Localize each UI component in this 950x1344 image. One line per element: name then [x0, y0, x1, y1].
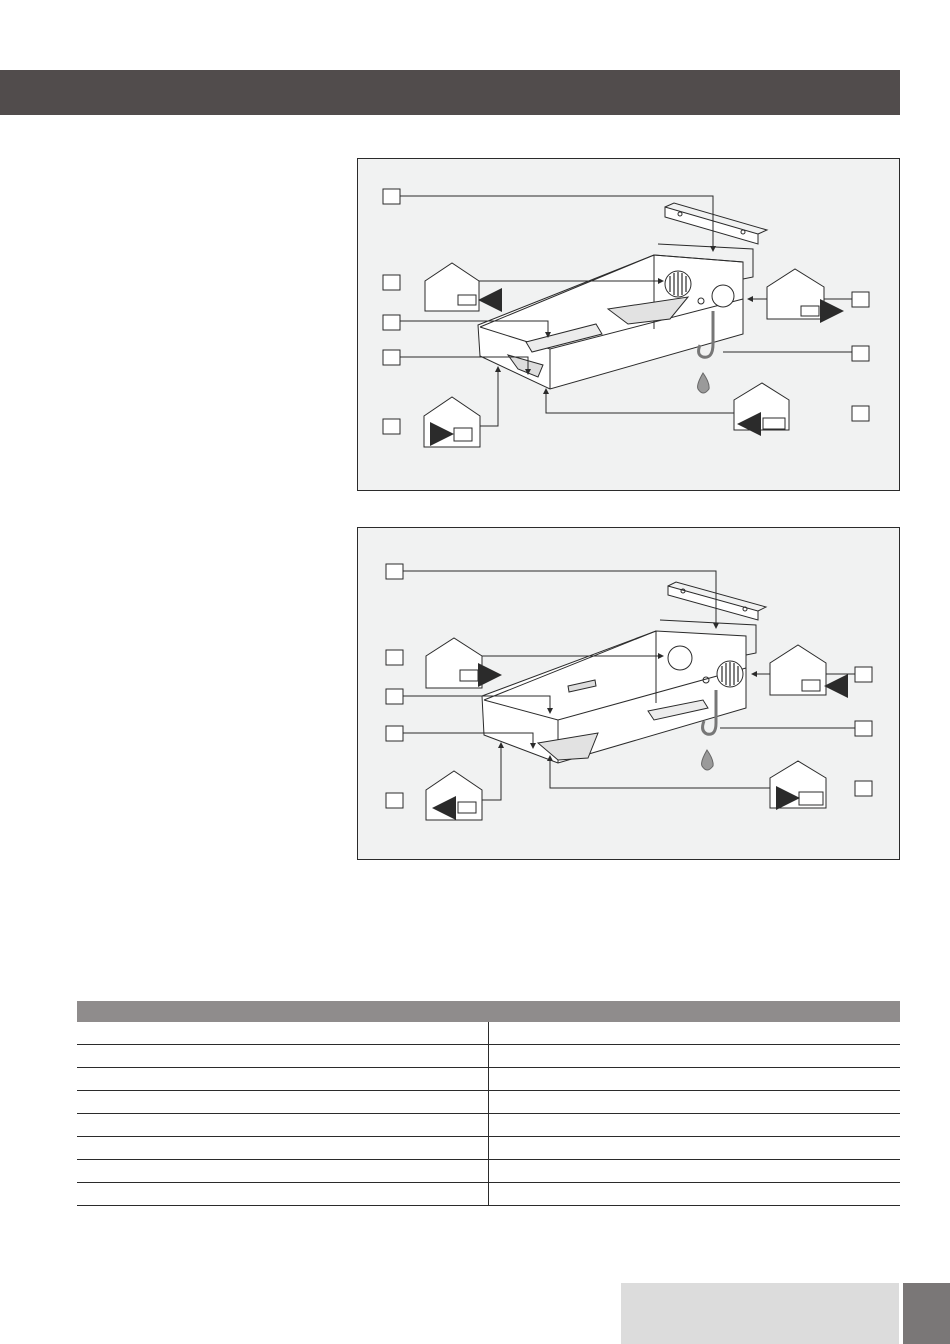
callout-box [852, 406, 869, 421]
legend-description-cell [489, 1137, 901, 1160]
legend-number-cell [77, 1091, 489, 1114]
water-drop-icon [702, 750, 714, 770]
legend-description-cell [489, 1091, 901, 1114]
water-drop-icon [698, 373, 710, 393]
table-row [77, 1137, 900, 1160]
legend-number-cell [77, 1160, 489, 1183]
legend-number-cell [77, 1137, 489, 1160]
table-row [77, 1068, 900, 1091]
house-outline-icon [767, 269, 840, 319]
table-row [77, 1045, 900, 1068]
table-row [77, 1091, 900, 1114]
house-outline-icon [426, 771, 482, 820]
legend-header-cell [489, 1001, 901, 1022]
callout-box [855, 781, 872, 796]
legend-table-header [77, 1001, 900, 1022]
installation-diagram-2 [357, 527, 900, 860]
table-row [77, 1183, 900, 1206]
house-outline-icon [770, 645, 844, 695]
callout-box [386, 689, 403, 704]
callout-box [383, 189, 400, 204]
callout-box [383, 315, 400, 330]
legend-table-body [77, 1022, 900, 1206]
header-band [0, 70, 900, 115]
legend-description-cell [489, 1068, 901, 1091]
installation-diagram-2-svg [358, 528, 899, 859]
callout-box [855, 721, 872, 736]
legend-number-cell [77, 1068, 489, 1091]
legend-number-cell [77, 1114, 489, 1137]
callout-box [855, 667, 872, 682]
footer-band-dark [903, 1283, 950, 1344]
legend-header-cell [77, 1001, 489, 1022]
callout-box [852, 346, 869, 361]
legend-description-cell [489, 1022, 901, 1045]
callout-box [386, 650, 403, 665]
callout-box [386, 726, 403, 741]
installation-diagram-1-svg [358, 159, 899, 490]
legend-number-cell [77, 1022, 489, 1045]
footer-band-light [621, 1283, 899, 1344]
callout-box [383, 350, 400, 365]
table-row [77, 1022, 900, 1045]
table-row [77, 1114, 900, 1137]
mounting-bracket-icon [668, 582, 766, 620]
house-outline-icon [425, 263, 498, 311]
house-outline-icon [426, 638, 498, 688]
legend-description-cell [489, 1183, 901, 1206]
house-outline-icon [734, 383, 789, 430]
legend-description-cell [489, 1160, 901, 1183]
legend-description-cell [489, 1045, 901, 1068]
house-outline-icon [770, 761, 826, 808]
house-outline-icon [424, 397, 480, 447]
legend-number-cell [77, 1045, 489, 1068]
legend-description-cell [489, 1114, 901, 1137]
legend-number-cell [77, 1183, 489, 1206]
mounting-bracket-icon [665, 203, 767, 244]
callout-box [383, 275, 400, 290]
callout-box [386, 793, 403, 808]
table-row [77, 1160, 900, 1183]
installation-diagram-1 [357, 158, 900, 491]
legend-table [77, 1001, 900, 1206]
callout-box [383, 419, 400, 434]
callout-box [386, 564, 403, 579]
callout-box [852, 292, 869, 307]
